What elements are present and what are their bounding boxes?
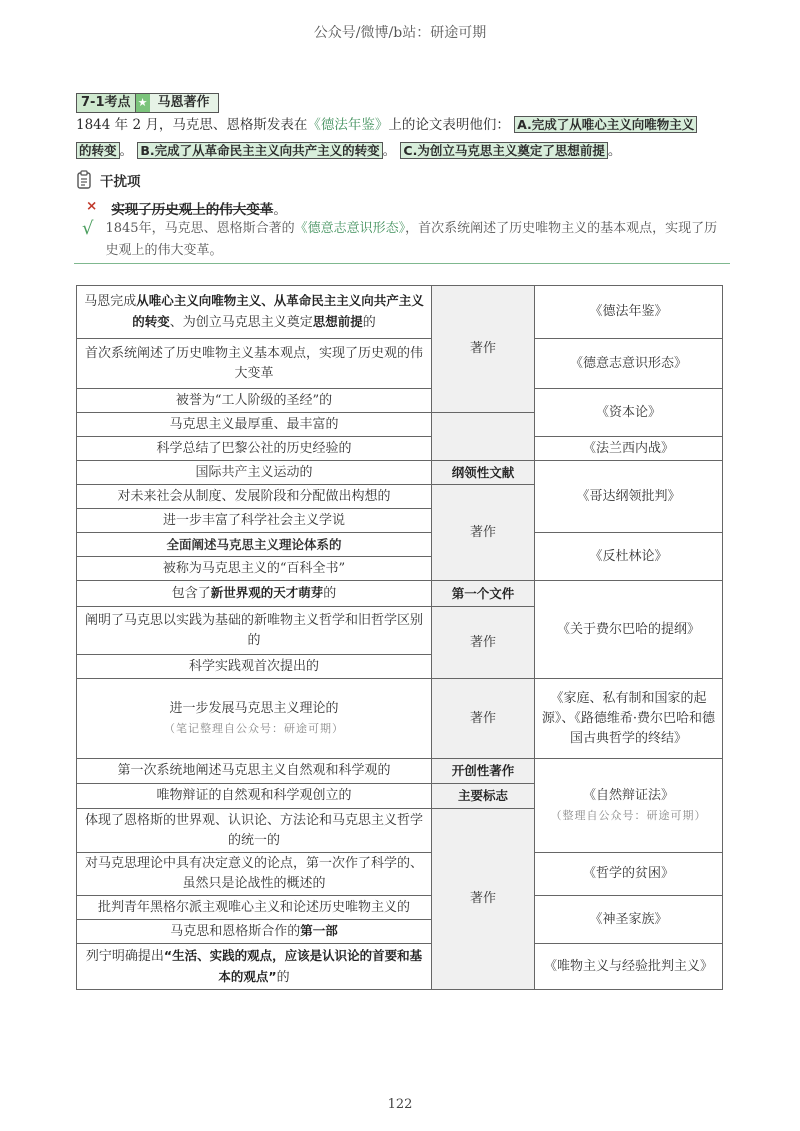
check-icon: √ <box>82 218 94 239</box>
book-cell: 《反杜林论》 <box>535 533 723 581</box>
wrong-option <box>86 198 287 218</box>
r21-pre: 列宁明确提出 <box>85 948 164 964</box>
wrong-text: 实现了历史观上的伟大变革 <box>111 202 274 218</box>
r15-note: （整理自公众号：研途可期） <box>550 808 707 822</box>
table-row <box>77 437 723 461</box>
book-cell: 《家庭、私有制和国家的起源》、《路德维希·费尔巴哈和德国古典哲学的终结》 <box>535 679 723 759</box>
category-cell: 著作 <box>432 485 535 581</box>
description-cell: 对马克思理论中具有决定意义的论点，第一次作了科学的、虽然只是论战性的概述的 <box>77 853 432 896</box>
table-row <box>77 581 723 607</box>
description-cell <box>77 679 432 759</box>
description-cell: 科学实践观首次提出的 <box>77 655 432 679</box>
table-row <box>77 944 723 990</box>
r20-bold: 第一部 <box>300 923 338 938</box>
table-row <box>77 286 723 339</box>
book-cell: 《德法年鉴》 <box>535 286 723 339</box>
r20-pre: 马克思和恩格斯合作的 <box>170 924 301 939</box>
table-row <box>77 339 723 389</box>
description-cell: 马克思主义最厚重、最丰富的 <box>77 413 432 437</box>
book-cell: 《唯物主义与经验批判主义》 <box>535 944 723 990</box>
description-cell: 对未来社会从制度、发展阶段和分配做出构想的 <box>77 485 432 509</box>
category-cell: 纲领性文献 <box>432 461 535 485</box>
book-cell <box>535 759 723 853</box>
description-cell: 被称为马克思主义的“百科全书” <box>77 557 432 581</box>
description-cell: 国际共产主义运动的 <box>77 461 432 485</box>
right-post: ，首次系统阐述了历史唯物主义的基本观点，实现了历史观上的伟大变革。 <box>105 221 718 258</box>
category-cell: 著作 <box>432 286 535 413</box>
description-cell: 进一步丰富了科学社会主义学说 <box>77 509 432 533</box>
correction <box>82 218 722 262</box>
checklist-icon <box>76 170 94 190</box>
answer-c: C.为创立马克思主义奠定了思想前提 <box>400 142 607 159</box>
r14-note: （笔记整理自公众号：研途可期） <box>164 721 344 735</box>
intro-book: 《德法年鉴》 <box>307 117 389 133</box>
answer-b: B.完成了从革命民主主义向共产主义的转变 <box>137 142 382 159</box>
r15-book: 《自然辩证法》 <box>582 787 674 803</box>
page-number: 122 <box>387 1097 413 1112</box>
book-cell: 《资本论》 <box>535 389 723 437</box>
r14-text: 进一步发展马克思主义理论的 <box>169 700 339 716</box>
r21-post: 的 <box>276 969 290 985</box>
description-cell: 唯物辩证的自然观和科学观创立的 <box>77 784 432 809</box>
r11-pre: 包含了 <box>171 586 211 601</box>
description-cell: 批判青年黑格尔派主观唯心主义和论述历史唯物主义的 <box>77 896 432 920</box>
intro-prefix: 1844 年 2 月，马克思、恩格斯发表在 <box>76 117 308 133</box>
works-table <box>76 285 723 990</box>
description-cell: 第一次系统地阐述马克思主义自然观和科学观的 <box>77 759 432 784</box>
category-cell: 著作 <box>432 607 535 679</box>
page-header: 公众号/微博/b站：研途可期 <box>313 25 487 41</box>
description-cell <box>77 581 432 607</box>
star-icon: ★ <box>136 93 150 113</box>
distractor-heading <box>76 170 141 190</box>
intro-mid: 上的论文表明他们： <box>388 117 510 133</box>
description-cell: 体现了恩格斯的世界观、认识论、方法论和马克思主义哲学的统一的 <box>77 809 432 853</box>
distractor-title: 干扰项 <box>100 174 141 190</box>
table-row <box>77 853 723 896</box>
r1-b1: 从唯心主义向唯物主义、从革命民主主义向共产主义的转变 <box>132 293 424 329</box>
description-cell: 首次系统阐述了历史唯物主义基本观点，实现了历史观的伟大变革 <box>77 339 432 389</box>
table-row <box>77 389 723 413</box>
cross-icon: × <box>86 198 98 214</box>
r1-pre: 马恩完成 <box>84 294 137 309</box>
topic-code: 7-1考点 <box>76 93 136 113</box>
right-pre: 1845年，马克思、恩格斯合著的 <box>105 221 295 236</box>
table-row <box>77 533 723 557</box>
book-cell: 《哲学的贫困》 <box>535 853 723 896</box>
book-cell: 《法兰西内战》 <box>535 437 723 461</box>
book-cell: 《神圣家族》 <box>535 896 723 944</box>
topic-title: 马恩著作 <box>150 93 219 113</box>
table-row <box>77 461 723 485</box>
end: 。 <box>607 143 622 159</box>
r11-bold: 新世界观的天才萌芽 <box>210 585 324 600</box>
category-cell: 著作 <box>432 679 535 759</box>
book-cell: 《关于费尔巴哈的提纲》 <box>535 581 723 679</box>
category-cell <box>432 413 535 461</box>
description-cell <box>77 920 432 944</box>
r1-mid: 、为创立马克思主义奠定 <box>169 315 313 330</box>
book-cell: 《哥达纲领批判》 <box>535 461 723 533</box>
description-cell <box>77 286 432 339</box>
wrong-end: 。 <box>273 202 287 218</box>
description-cell: 被誉为“工人阶级的圣经”的 <box>77 389 432 413</box>
r1-b2: 思想前提 <box>312 314 363 329</box>
divider <box>74 263 730 264</box>
r1-post: 的 <box>362 315 376 330</box>
sep: 。 <box>382 143 397 159</box>
description-cell <box>77 944 432 990</box>
book-cell: 《德意志意识形态》 <box>535 339 723 389</box>
table-row <box>77 896 723 920</box>
category-cell: 著作 <box>432 809 535 990</box>
r11-post: 的 <box>323 586 337 601</box>
answer-a-part1: A.完成了从唯心主义向唯物主义 <box>514 116 697 133</box>
description-cell: 科学总结了巴黎公社的历史经验的 <box>77 437 432 461</box>
description-cell: 阐明了马克思以实践为基础的新唯物主义哲学和旧哲学区别的 <box>77 607 432 655</box>
description-cell: 全面阐述马克思主义理论体系的 <box>77 533 432 557</box>
category-cell: 开创性著作 <box>432 759 535 784</box>
answer-a-part2: 的转变 <box>76 142 120 159</box>
table-row <box>77 759 723 784</box>
category-cell: 主要标志 <box>432 784 535 809</box>
intro-paragraph <box>76 112 728 164</box>
sep: 。 <box>119 143 134 159</box>
category-cell: 第一个文件 <box>432 581 535 607</box>
right-book: 《德意志意识形态》 <box>294 221 406 236</box>
r21-bold: “生活、实践的观点，应该是认识论的首要和基本的观点” <box>163 947 423 984</box>
topic-tag <box>76 93 219 113</box>
table-row <box>77 679 723 759</box>
